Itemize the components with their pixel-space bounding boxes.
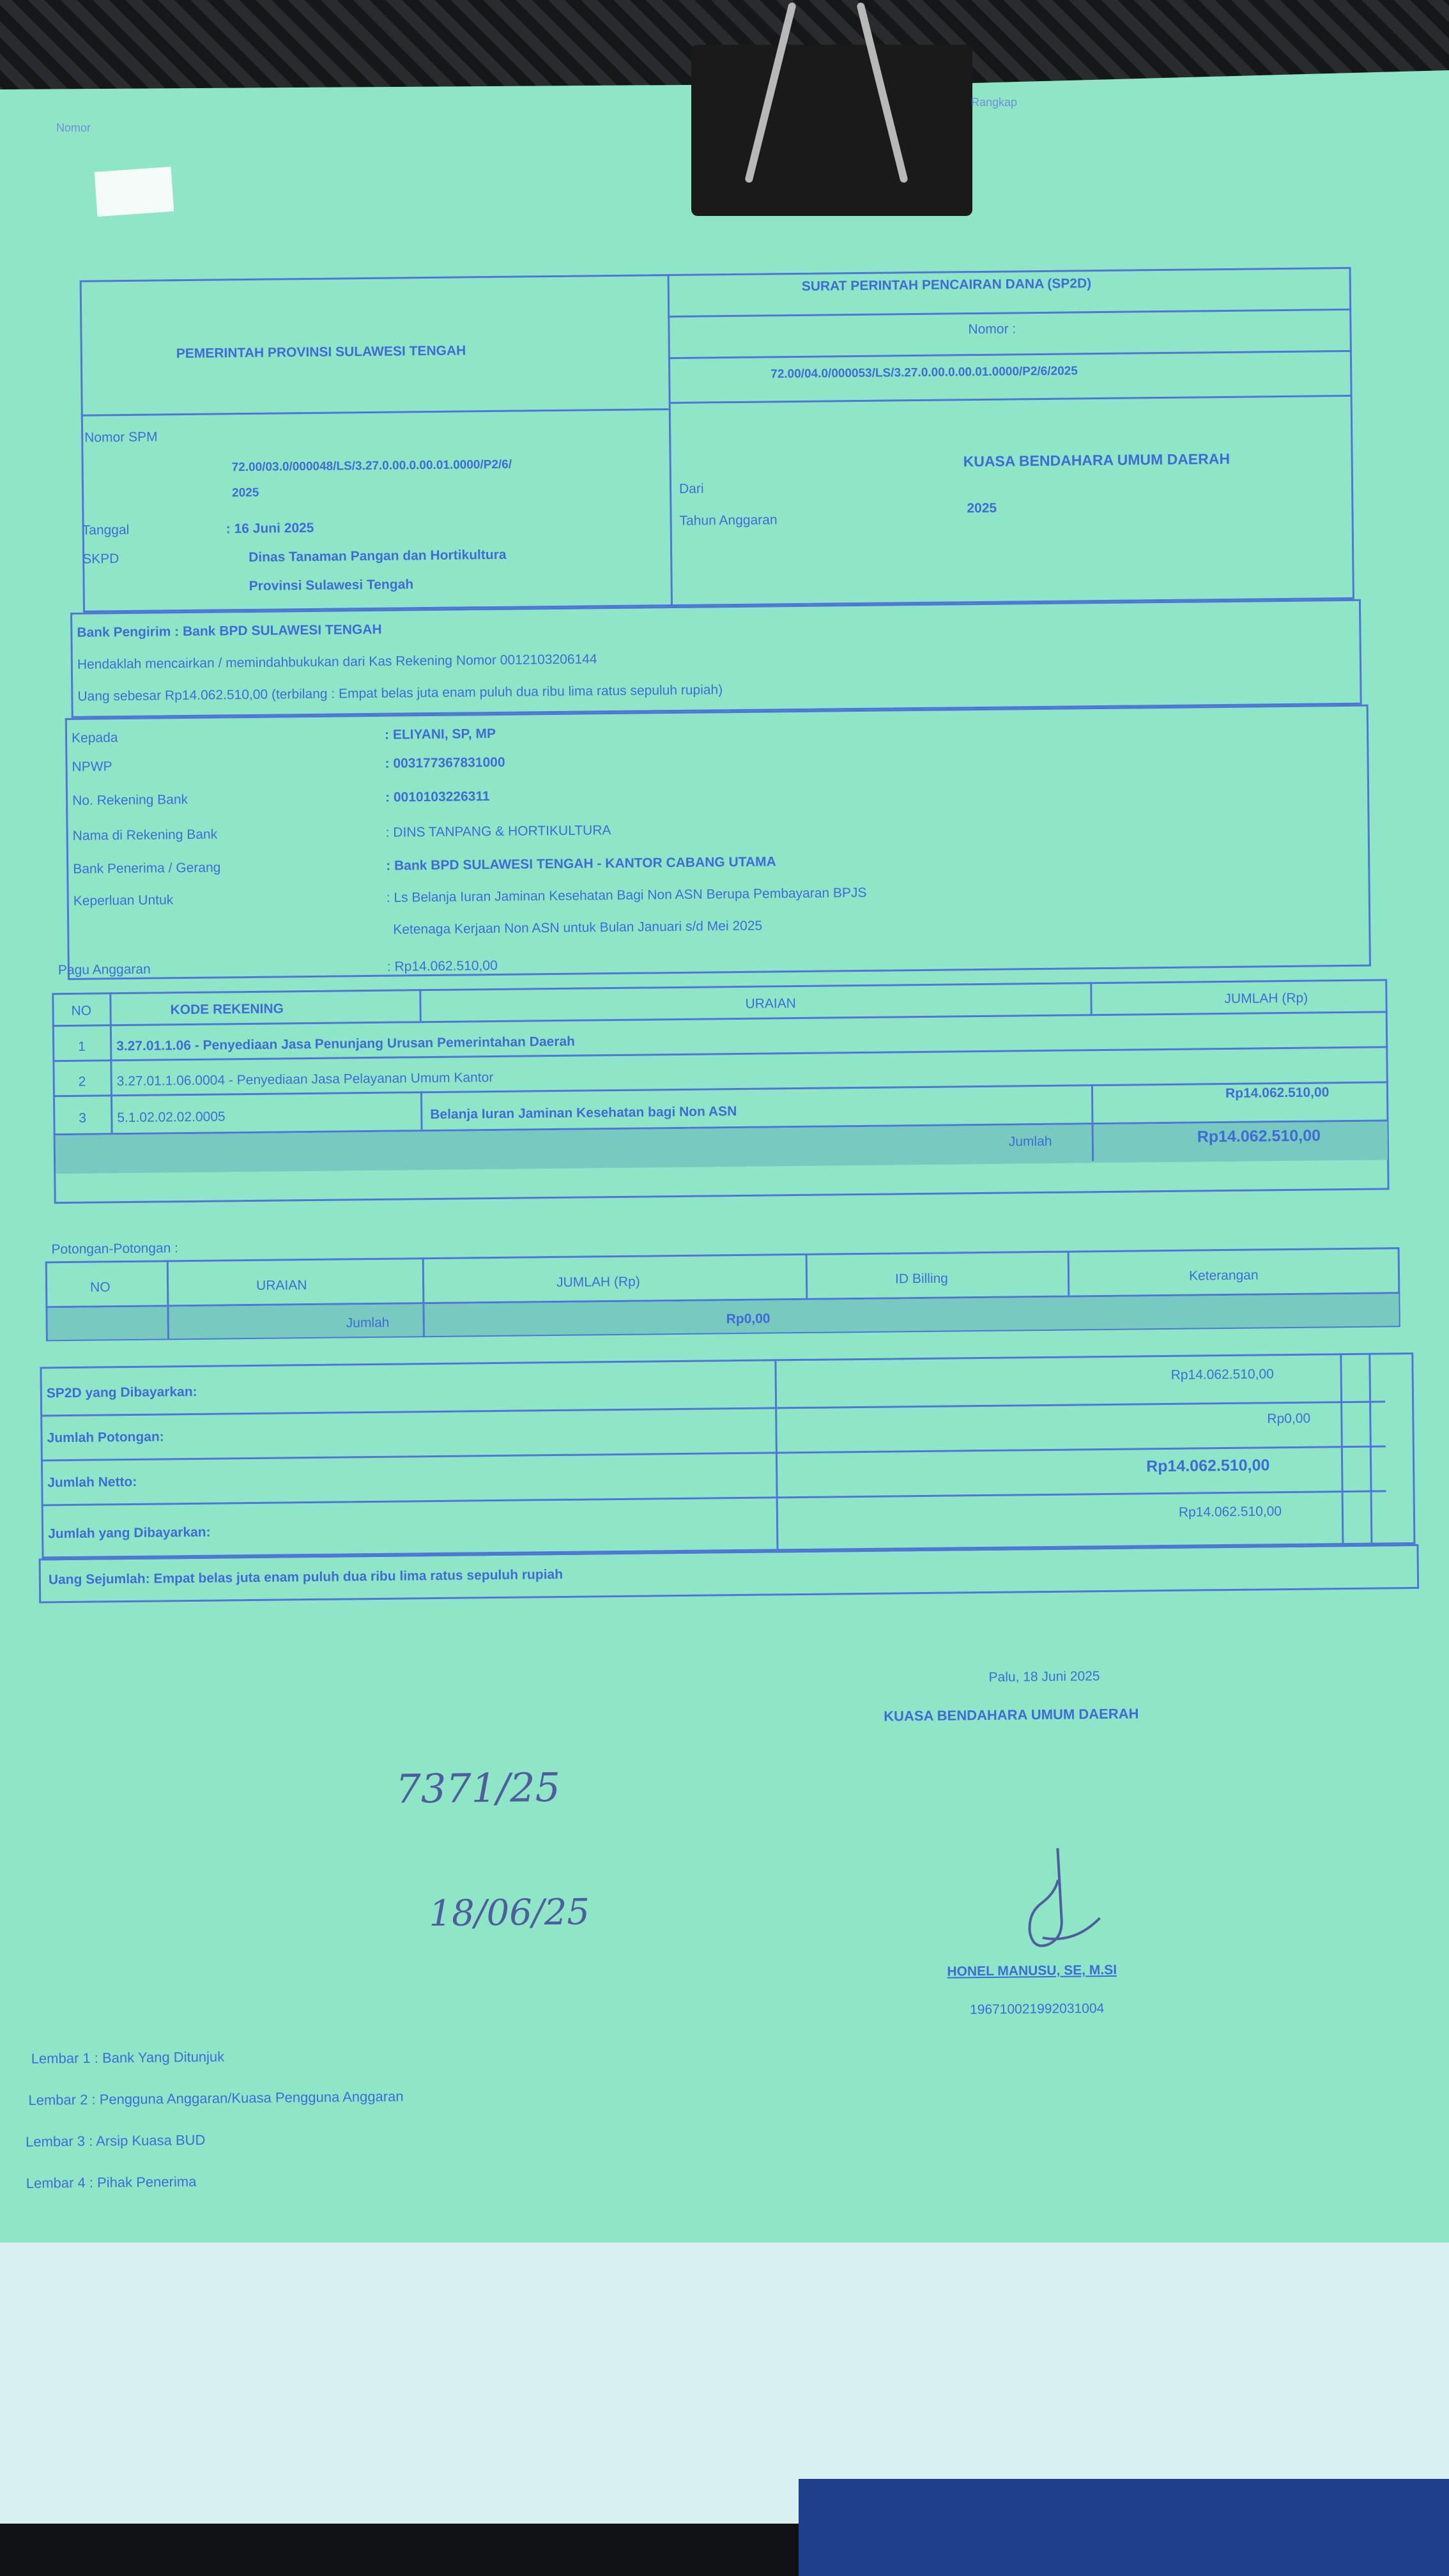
table2-header-jumlah: JUMLAH (Rp)	[556, 1274, 640, 1290]
tahun-value: 2025	[967, 500, 997, 516]
norek-value: : 0010103226311	[385, 789, 490, 805]
keperluan-value-1: : Ls Belanja Iuran Jaminan Kesehatan Bagi Non ASN Berupa Pembayaran BPJS	[386, 885, 867, 905]
table1-row-jumlah: Rp14.062.510,00	[1225, 1085, 1330, 1101]
norek-label: No. Rekening Bank	[72, 792, 188, 808]
uang-sebesar: Uang sebesar Rp14.062.510,00 (terbilang : Empat belas juta enam puluh dua ribu lima ratus sepuluh rupiah)	[77, 682, 723, 704]
table-col-divider	[419, 989, 422, 1021]
table1-row-kode: 5.1.02.02.02.0005	[117, 1109, 226, 1126]
table1-row-uraian: Belanja Iuran Jaminan Kesehatan bagi Non ASN	[430, 1104, 737, 1123]
bank-penerima-label: Bank Penerima / Gerang	[73, 860, 221, 877]
nama-rek-label: Nama di Rekening Bank	[72, 827, 218, 843]
lembar-note: Lembar 2 : Pengguna Anggaran/Kuasa Pengguna Anggaran	[28, 2088, 404, 2108]
bank-pengirim: Bank Pengirim : Bank BPD SULAWESI TENGAH	[77, 622, 382, 640]
dari-label: Dari	[678, 481, 704, 496]
instruction: Hendaklah mencairkan / memindahbukukan dari Kas Rekening Nomor 0012103206144	[77, 652, 597, 672]
table1-header-kode: KODE REKENING	[170, 1001, 284, 1018]
signature	[997, 1841, 1119, 1970]
header-title: SURAT PERINTAH PENCAIRAN DANA (SP2D)	[801, 276, 1092, 294]
place-date: Palu, 18 Juni 2025	[988, 1669, 1100, 1685]
header-government: PEMERINTAH PROVINSI SULAWESI TENGAH	[176, 343, 466, 362]
header-nomor-label: Nomor :	[968, 321, 1016, 337]
lembar-note: Lembar 4 : Pihak Penerima	[26, 2173, 197, 2191]
summary-value: Rp14.062.510,00	[1178, 1504, 1282, 1520]
summary-value: Rp0,00	[1267, 1411, 1311, 1427]
table1-row-no: 3	[79, 1110, 87, 1126]
lembar-note: Lembar 3 : Arsip Kuasa BUD	[25, 2131, 206, 2150]
table-col-divider	[420, 1091, 423, 1130]
skpd-value-1: Dinas Tanaman Pangan dan Hortikultura	[249, 547, 507, 565]
header-nomor: 72.00/04.0/000053/LS/3.27.0.00.0.00.01.0000/P2/6/2025	[770, 364, 1078, 381]
tanggal-value: : 16 Juni 2025	[226, 520, 314, 537]
kepada-label: Kepada	[71, 730, 118, 746]
npwp-label: NPWP	[72, 759, 112, 774]
table2-header-uraian: URAIAN	[256, 1278, 307, 1293]
spm-value-1: 72.00/03.0/000048/LS/3.27.0.00.0.00.01.0000/P2/6/	[231, 457, 512, 475]
summary-value: Rp14.062.510,00	[1146, 1456, 1270, 1476]
skpd-value-2: Provinsi Sulawesi Tengah	[249, 577, 414, 594]
terbilang: Uang Sejumlah: Empat belas juta enam puluh dua ribu lima ratus sepuluh rupiah	[48, 1567, 564, 1588]
pagu-value: : Rp14.062.510,00	[387, 958, 498, 974]
signer-nip: 196710021992031004	[969, 2001, 1105, 2018]
keperluan-label: Keperluan Untuk	[73, 893, 174, 908]
table1-header-no: NO	[71, 1003, 92, 1018]
handwritten-number: 7371/25	[395, 1763, 561, 1813]
table1-row-no: 1	[78, 1039, 86, 1054]
table1-total-label: Jumlah	[1008, 1133, 1052, 1149]
table1-header-jumlah: JUMLAH (Rp)	[1224, 990, 1308, 1007]
summary-label: Jumlah Netto:	[47, 1474, 137, 1491]
signer-role: KUASA BENDAHARA UMUM DAERAH	[884, 1705, 1139, 1724]
summary-value: Rp14.062.510,00	[1170, 1367, 1274, 1383]
dari-value: KUASA BENDAHARA UMUM DAERAH	[963, 450, 1230, 470]
table2-total-label: Jumlah	[346, 1315, 390, 1331]
corner-label: Nomor	[56, 121, 91, 134]
table2-header-billing: ID Billing	[894, 1271, 949, 1287]
summary-label: Jumlah Potongan:	[47, 1429, 164, 1446]
summary-label: SP2D yang Dibayarkan:	[46, 1384, 197, 1401]
keperluan-value-2: Ketenaga Kerjaan Non ASN untuk Bulan Januari s/d Mei 2025	[393, 918, 763, 937]
bank-penerima-value: : Bank BPD SULAWESI TENGAH - KANTOR CABANG UTAMA	[386, 854, 776, 873]
lembar-note: Lembar 1 : Bank Yang Ditunjuk	[31, 2048, 225, 2067]
summary-label: Jumlah yang Dibayarkan:	[48, 1524, 211, 1542]
table1-total-value: Rp14.062.510,00	[1197, 1126, 1321, 1146]
pagu-label: Pagu Anggaran	[57, 962, 151, 978]
table1-row-kode: 3.27.01.1.06 - Penyediaan Jasa Penunjang Urusan Pemerintahan Daerah	[116, 1034, 576, 1054]
nama-rek-value: : DINS TANPANG & HORTIKULTURA	[385, 823, 611, 840]
table1-row-kode: 3.27.01.1.06.0004 - Penyediaan Jasa Pelayanan Umum Kantor	[116, 1070, 494, 1089]
tanggal-label: Tanggal	[82, 522, 130, 538]
signer-name: HONEL MANUSU, SE, M.SI	[947, 1962, 1117, 1979]
table-col-divider	[1090, 982, 1092, 1014]
tahun-label: Tahun Anggaran	[679, 512, 778, 528]
top-right-note: Rangkap	[971, 96, 1018, 109]
handwritten-date: 18/06/25	[429, 1891, 590, 1935]
recipient-box	[65, 705, 1371, 980]
table1-header-uraian: URAIAN	[745, 996, 796, 1011]
kepada-value: : ELIYANI, SP, MP	[384, 726, 496, 742]
skpd-label: SKPD	[82, 551, 119, 567]
spm-label: Nomor SPM	[84, 429, 158, 445]
table2-header-no: NO	[89, 1280, 111, 1295]
spm-value-2: 2025	[231, 486, 259, 500]
table2-total-value: Rp0,00	[726, 1311, 770, 1327]
table1-row-no: 2	[78, 1074, 86, 1089]
npwp-value: : 003177367831000	[385, 755, 505, 771]
summary-box	[40, 1353, 1415, 1558]
table2-header-keterangan: Keterangan	[1188, 1268, 1259, 1284]
potongan-title: Potongan-Potongan :	[51, 1241, 179, 1257]
